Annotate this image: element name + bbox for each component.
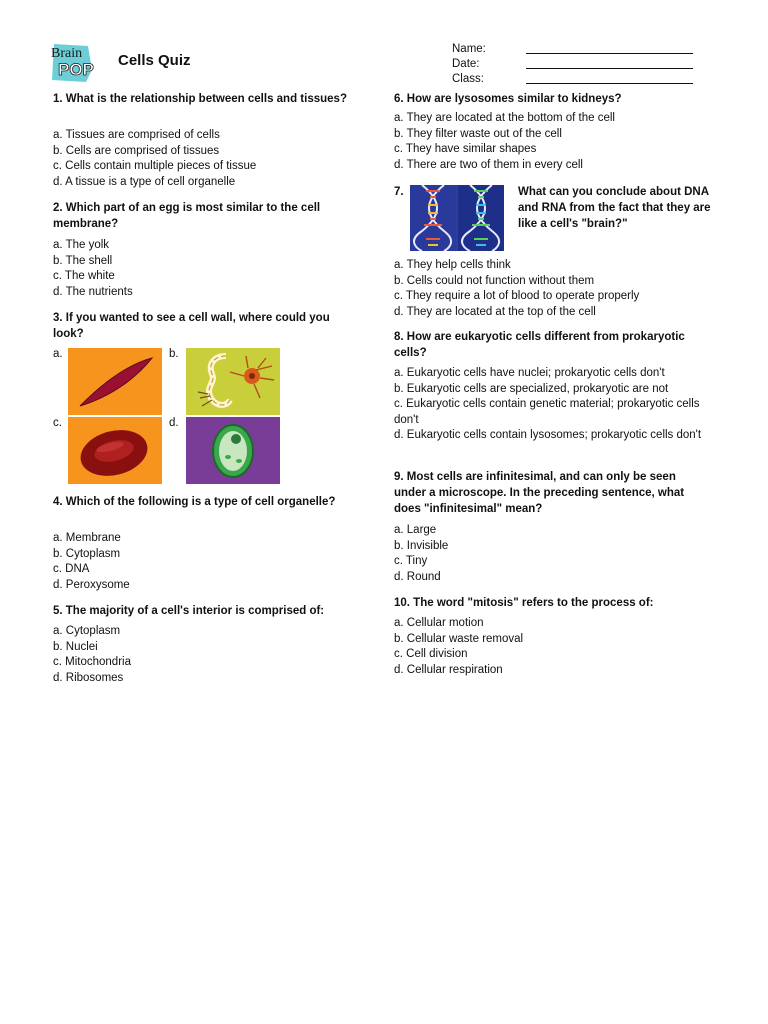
option-d[interactable]: d. There are two of them in every cell xyxy=(394,158,583,171)
question-8: 8. How are eukaryotic cells different from prokaryotic cells? xyxy=(394,331,685,359)
question-6-options xyxy=(394,111,615,173)
option-b[interactable]: b. They filter waste out of the cell xyxy=(394,127,562,140)
option-c[interactable]: c. They require a lot of blood to operate properly xyxy=(394,290,640,303)
question-7-options xyxy=(394,258,639,320)
question-2: 2. Which part of an egg is most similar to the cell membrane? xyxy=(53,202,321,230)
option-c[interactable]: c. They have similar shapes xyxy=(394,143,537,156)
option-b[interactable]: b. Invisible xyxy=(394,539,449,552)
option-d[interactable]: d. They are located at the top of the cell xyxy=(394,305,596,318)
date-label: Date: xyxy=(452,58,480,70)
option-b-label[interactable]: b. xyxy=(169,348,179,360)
option-b[interactable]: b. Cells are comprised of tissues xyxy=(53,144,220,157)
question-4: 4. Which of the following is a type of cell organelle? xyxy=(53,496,336,508)
date-field[interactable] xyxy=(526,68,693,69)
question-5-options xyxy=(53,624,131,686)
option-b[interactable]: b. Nuclei xyxy=(53,640,98,653)
page-title: Cells Quiz xyxy=(118,52,191,69)
option-a[interactable]: a. Large xyxy=(394,524,437,536)
option-a[interactable]: a. Eukaryotic cells have nuclei; prokaryotic cells don't xyxy=(394,367,665,379)
option-a[interactable]: a. They help cells think xyxy=(394,259,511,271)
option-b[interactable]: b. Cytoplasm xyxy=(53,547,121,560)
option-a[interactable]: a. Membrane xyxy=(53,532,121,544)
question-7: What can you conclude about DNA and RNA from the fact that they are like a cell's "brain?" xyxy=(518,186,711,230)
brainpop-logo xyxy=(48,40,96,84)
option-a-label[interactable]: a. xyxy=(53,348,63,360)
option-a[interactable]: a. They are located at the bottom of the cell xyxy=(394,112,615,124)
option-b[interactable]: b. Cells could not function without them xyxy=(394,274,595,287)
question-10-options xyxy=(394,616,523,678)
red-blood-cell-image[interactable] xyxy=(68,417,162,484)
option-a[interactable]: a. Cytoplasm xyxy=(53,625,121,637)
option-d[interactable]: d. Cellular respiration xyxy=(394,663,503,676)
option-b[interactable]: b. The shell xyxy=(53,254,113,267)
question-7-number: 7. xyxy=(394,186,404,198)
option-a[interactable]: a. The yolk xyxy=(53,239,110,251)
option-c[interactable]: c. Tiny xyxy=(394,555,428,568)
option-d[interactable]: d. Ribosomes xyxy=(53,671,124,684)
option-c[interactable]: c. Eukaryotic cells contain genetic material; prokaryotic cells don't xyxy=(394,398,700,426)
nerve-cell-image[interactable] xyxy=(186,348,280,415)
question-6: 6. How are lysosomes similar to kidneys? xyxy=(394,93,622,105)
question-10: 10. The word "mitosis" refers to the process of: xyxy=(394,597,654,609)
question-1-options xyxy=(53,128,256,190)
option-d[interactable]: d. Round xyxy=(394,570,441,583)
option-a[interactable]: a. Cellular motion xyxy=(394,617,484,629)
option-c[interactable]: c. Cells contain multiple pieces of tissue xyxy=(53,160,257,173)
question-3: 3. If you wanted to see a cell wall, where could you look? xyxy=(53,312,330,340)
logo-text-brain: Brain xyxy=(51,46,83,61)
question-9-options xyxy=(394,523,448,585)
dna-image xyxy=(410,185,504,251)
name-label: Name: xyxy=(452,43,486,55)
question-8-options xyxy=(394,366,724,444)
option-d[interactable]: d. Peroxysome xyxy=(53,578,130,591)
option-b[interactable]: b. Cellular waste removal xyxy=(394,632,524,645)
option-a[interactable]: a. Tissues are comprised of cells xyxy=(53,129,220,141)
option-c[interactable]: c. Mitochondria xyxy=(53,656,131,669)
option-d[interactable]: d. Eukaryotic cells contain lysosomes; prokaryotic cells don't xyxy=(394,429,702,442)
option-d[interactable]: d. A tissue is a type of cell organelle xyxy=(53,175,236,188)
logo-text-pop: POP xyxy=(58,60,94,79)
question-9: 9. Most cells are infinitesimal, and can only be seen under a microscope. In the preceding sentence, what does "infinitesimal" mean? xyxy=(394,471,685,515)
question-4-options xyxy=(53,531,130,593)
muscle-cell-image[interactable] xyxy=(68,348,162,415)
option-c-label[interactable]: c. xyxy=(53,417,62,429)
option-d[interactable]: d. The nutrients xyxy=(53,285,133,298)
option-c[interactable]: c. DNA xyxy=(53,563,90,576)
question-2-options xyxy=(53,238,133,300)
plant-cell-image[interactable] xyxy=(186,417,280,484)
class-field[interactable] xyxy=(526,83,693,84)
option-d-label[interactable]: d. xyxy=(169,417,179,429)
option-c[interactable]: c. The white xyxy=(53,270,115,283)
question-5: 5. The majority of a cell's interior is comprised of: xyxy=(53,605,325,617)
option-b[interactable]: b. Eukaryotic cells are specialized, prokaryotic are not xyxy=(394,382,669,395)
option-c[interactable]: c. Cell division xyxy=(394,648,468,661)
class-label: Class: xyxy=(452,73,484,85)
question-1: 1. What is the relationship between cells and tissues? xyxy=(53,93,347,105)
name-field[interactable] xyxy=(526,53,693,54)
